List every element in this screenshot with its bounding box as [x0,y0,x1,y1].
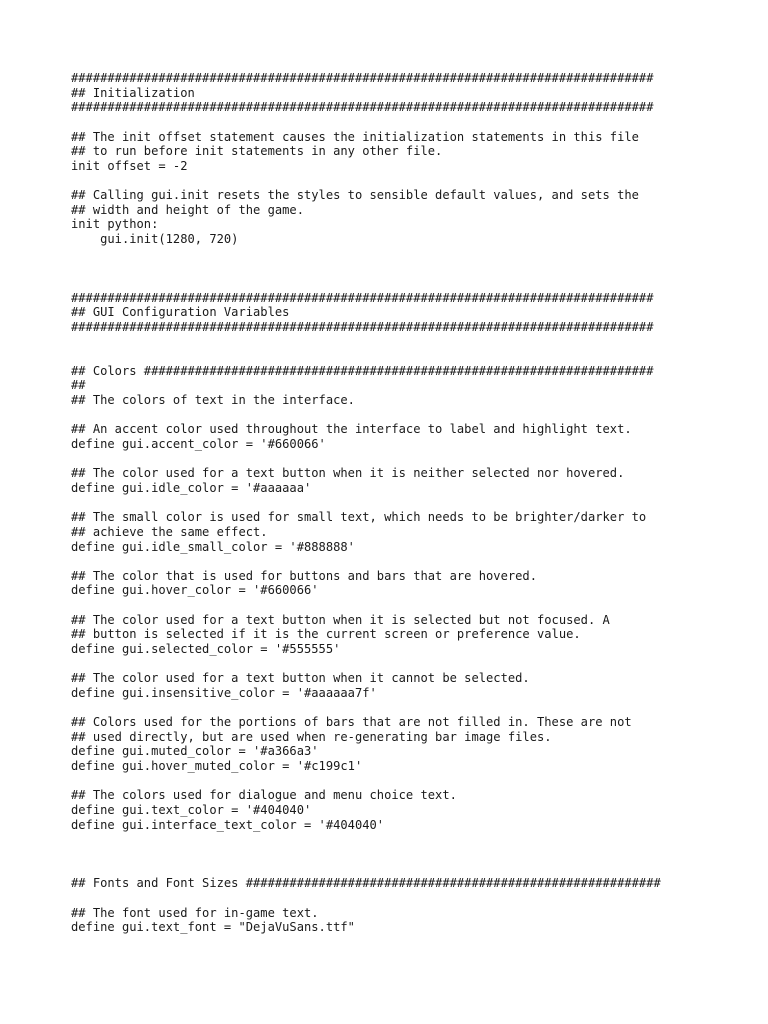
code-line [71,173,751,188]
code-line [71,496,751,511]
code-line [71,847,751,862]
code-line: define gui.idle_color = '#aaaaaa' [71,480,312,495]
code-line: define gui.hover_color = '#660066' [71,583,319,598]
code-line [71,657,751,672]
code-line [71,891,751,906]
code-line: ## The color used for a text button when it cannot be selected. [71,671,530,686]
code-line [71,335,751,350]
code-line [71,452,751,467]
code-line: ## The init offset statement causes the initialization statements in this file [71,129,639,144]
code-line: ## The colors of text in the interface. [71,393,355,408]
code-line: ################################################################################ [71,71,654,85]
code-line: ## width and height of the game. [71,202,304,217]
code-line: ## Initialization [71,85,195,100]
code-line: ## GUI Configuration Variables [71,305,290,320]
code-line [71,408,751,423]
code-line [71,276,751,291]
code-line: ## used directly, but are used when re-generating bar image files. [71,729,552,744]
code-line: define gui.accent_color = '#660066' [71,437,326,452]
code-line: ## The color used for a text button when it is neither selected nor hovered. [71,466,625,481]
code-line: ################################################################################ [71,319,654,334]
code-line: ################################################################################ [71,290,654,305]
code-line: ## Colors ###################################################################### [71,363,654,378]
code-line: ## to run before init statements in any other file. [71,144,443,159]
code-line: define gui.idle_small_color = '#888888' [71,539,355,554]
code-line: define gui.text_color = '#404040' [71,803,312,818]
code-line [71,598,751,613]
code-line: define gui.hover_muted_color = '#c199c1' [71,759,363,774]
code-line: ## The small color is used for small text, which needs to be brighter/darker to [71,510,647,525]
code-listing [71,71,751,935]
code-line [71,862,751,877]
code-line: define gui.interface_text_color = '#404040' [71,817,385,832]
code-line: ## achieve the same effect. [71,524,268,539]
code-line: ## button is selected if it is the current screen or preference value. [71,627,581,642]
code-line [71,774,751,789]
code-line: ## The colors used for dialogue and menu choice text. [71,788,457,803]
code-line: define gui.insensitive_color = '#aaaaaa7f' [71,685,377,700]
code-line [71,349,751,364]
code-line: define gui.selected_color = '#555555' [71,641,341,656]
code-line: ## Calling gui.init resets the styles to sensible default values, and sets the [71,188,639,203]
code-line [71,701,751,716]
code-line: ## [71,378,86,393]
code-line [71,247,751,262]
code-line: ## The font used for in-game text. [71,905,319,920]
code-line [71,832,751,847]
code-line: define gui.muted_color = '#a366a3' [71,744,319,759]
code-line [71,115,751,130]
code-line: ## The color that is used for buttons and bars that are hovered. [71,568,537,583]
code-line: ## Fonts and Font Sizes ######################################################### [71,876,661,891]
code-line: ## Colors used for the portions of bars that are not filled in. These are not [71,715,632,730]
code-line: ## The color used for a text button when it is selected but not focused. A [71,612,610,627]
code-line [71,554,751,569]
code-line: gui.init(1280, 720) [71,232,239,247]
code-line: ## An accent color used throughout the interface to label and highlight text. [71,422,632,437]
code-line: init python: [71,217,159,232]
code-line: define gui.text_font = "DejaVuSans.ttf" [71,920,355,935]
code-line [71,261,751,276]
code-line: init offset = -2 [71,158,188,173]
code-line: ################################################################################ [71,100,654,115]
